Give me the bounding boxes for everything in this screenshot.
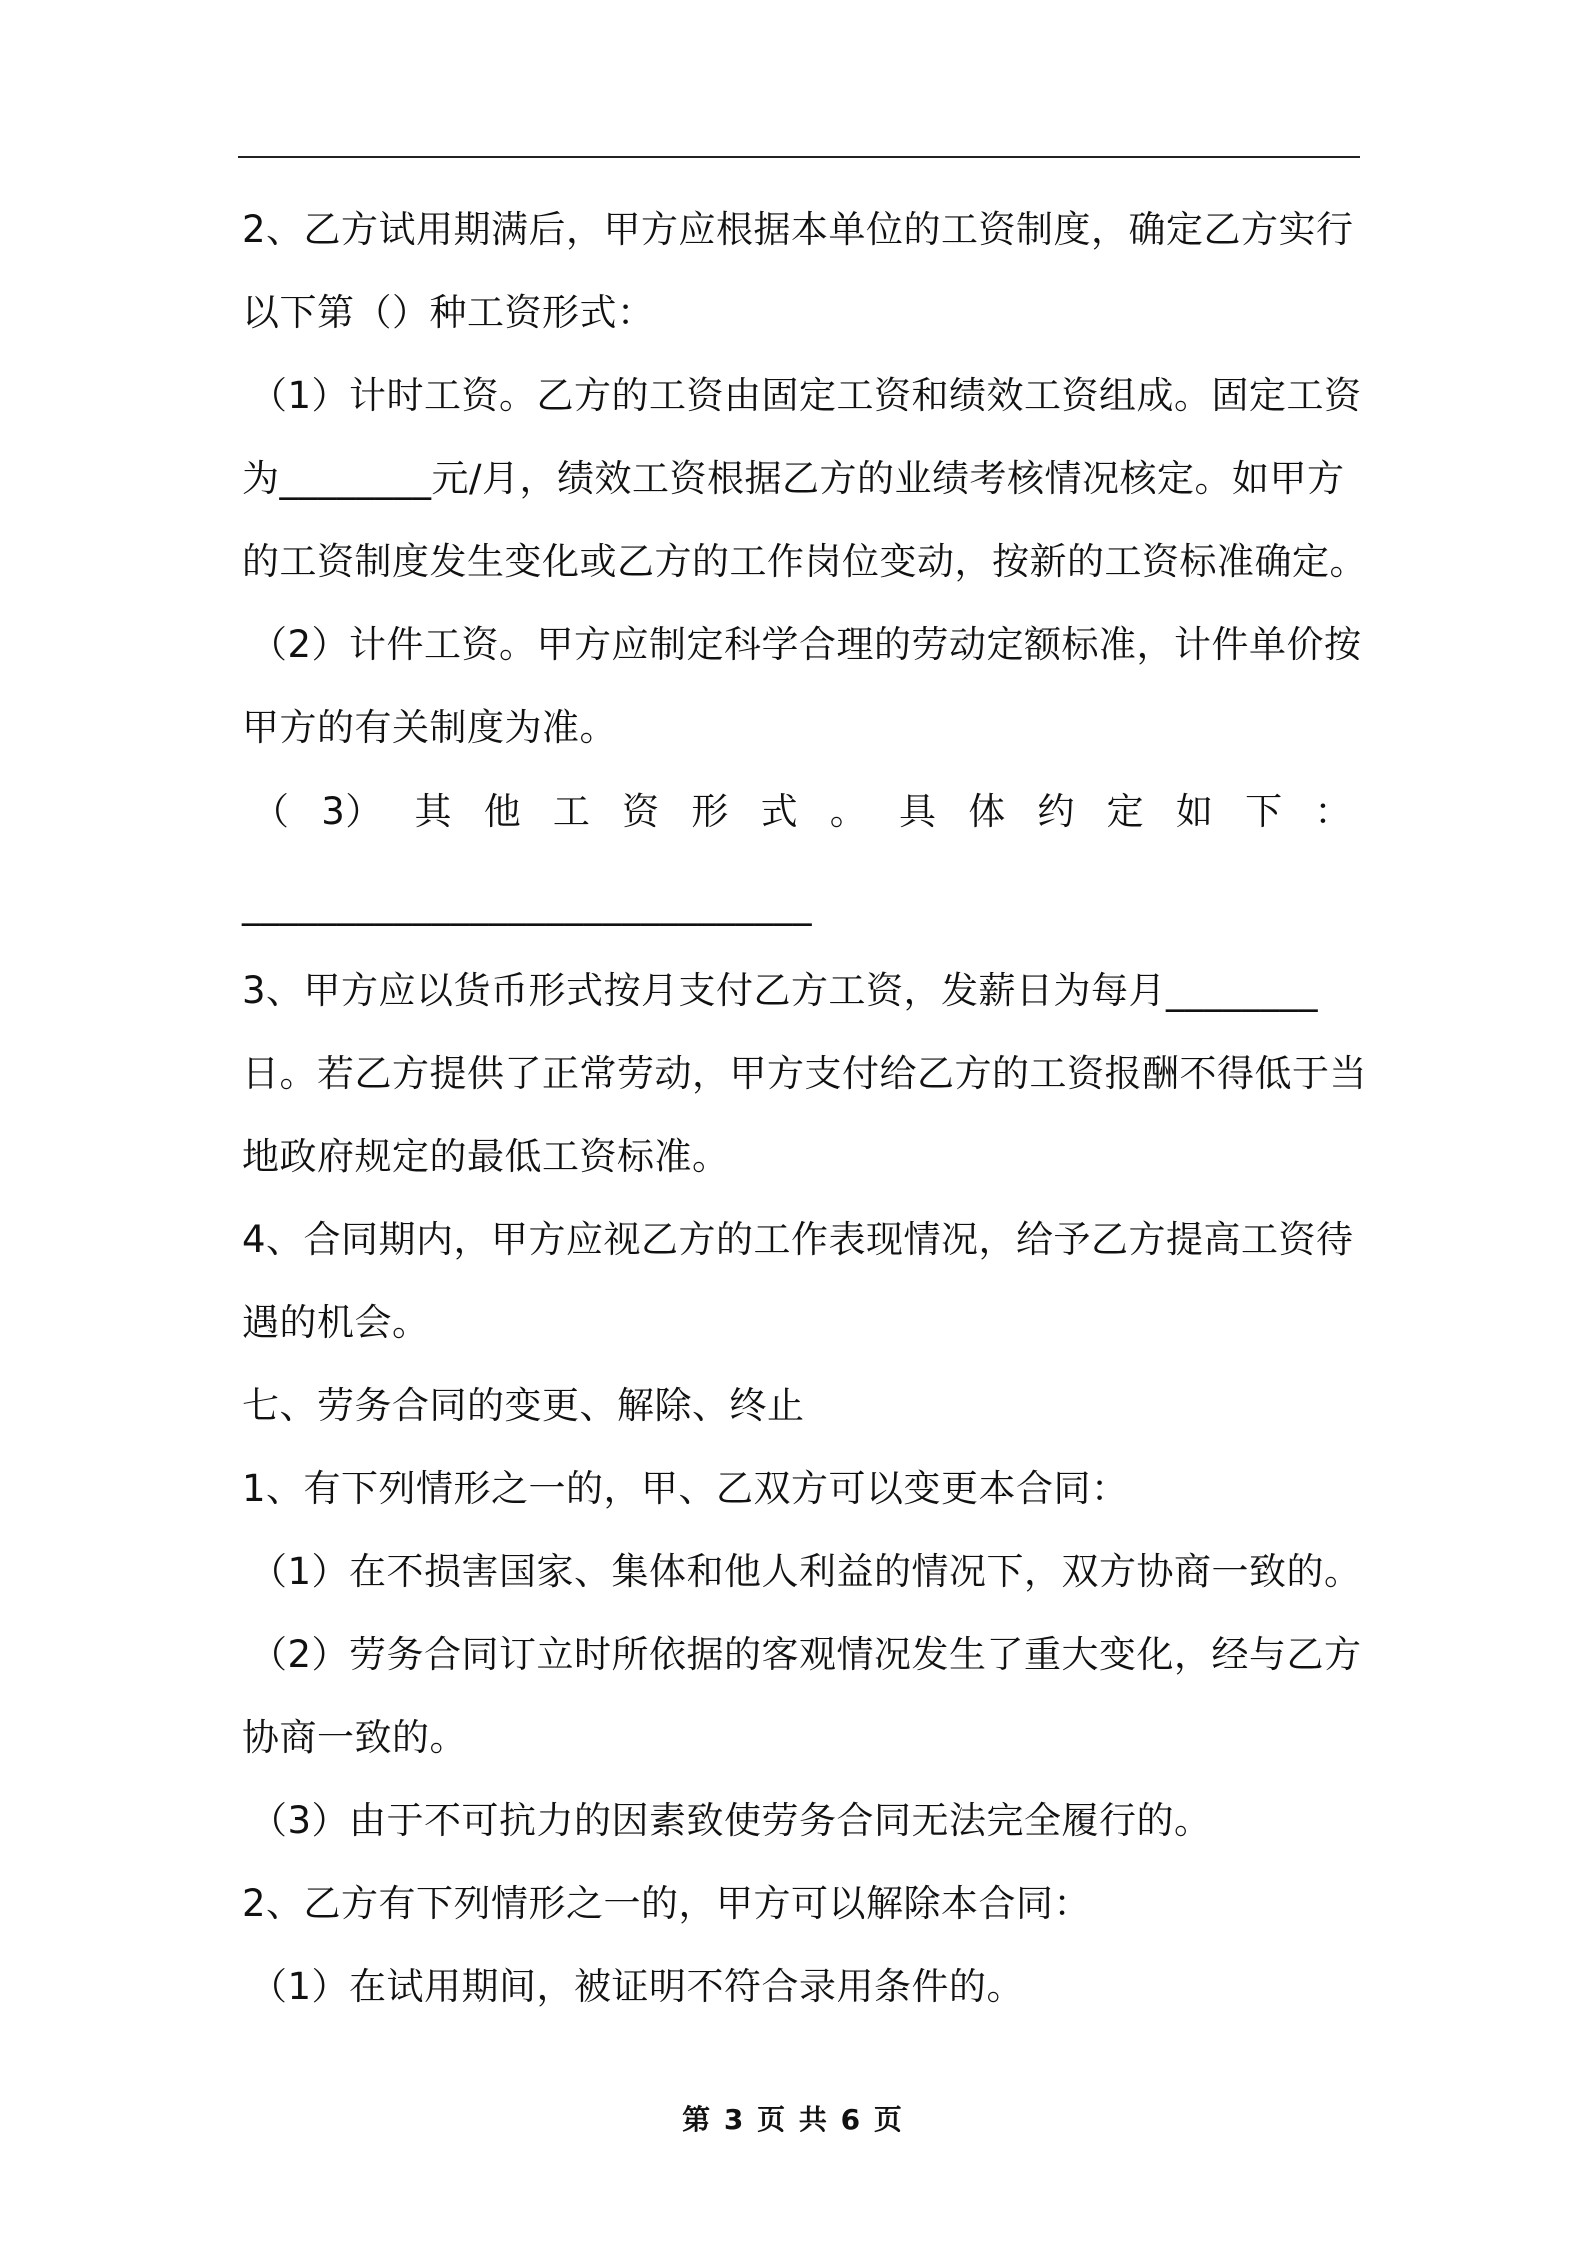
paragraph-line: （3）由于不可抗力的因素致使劳务合同无法完全履行的。 bbox=[250, 1799, 1212, 1842]
spread-char: ： bbox=[1314, 790, 1352, 833]
paragraph-line: （1）在不损害国家、集体和他人利益的情况下，双方协商一致的。 bbox=[250, 1550, 1362, 1593]
spread-char: 下 bbox=[1245, 790, 1283, 833]
paragraph-line: 2、乙方试用期满后，甲方应根据本单位的工资制度，确定乙方实行 bbox=[242, 208, 1354, 251]
spread-char: 具 bbox=[899, 790, 937, 833]
spread-char: 体 bbox=[968, 790, 1006, 833]
section-heading: 七、劳务合同的变更、解除、终止 bbox=[242, 1384, 805, 1427]
paragraph-line: 以下第（）种工资形式： bbox=[242, 291, 655, 334]
blank-fill-line: ______________________________ bbox=[242, 883, 812, 926]
paragraph-line: 甲方的有关制度为准。 bbox=[242, 706, 617, 749]
spread-char: （ bbox=[252, 790, 290, 833]
spread-char: 3） bbox=[321, 790, 383, 833]
paragraph-line: 日。若乙方提供了正常劳动，甲方支付给乙方的工资报酬不得低于当 bbox=[242, 1052, 1367, 1095]
paragraph-line: 遇的机会。 bbox=[242, 1301, 430, 1344]
paragraph-line: 地政府规定的最低工资标准。 bbox=[242, 1135, 730, 1178]
paragraph-line: 为________元/月，绩效工资根据乙方的业绩考核情况核定。如甲方 bbox=[242, 457, 1345, 500]
spread-char: 资 bbox=[622, 790, 660, 833]
page-number-footer: 第 3 页 共 6 页 bbox=[682, 2103, 904, 2136]
header-rule bbox=[238, 156, 1360, 158]
spread-char: 他 bbox=[483, 790, 522, 833]
paragraph-line: 2、乙方有下列情形之一的，甲方可以解除本合同： bbox=[242, 1882, 1092, 1925]
paragraph-line: （1）计时工资。乙方的工资由固定工资和绩效工资组成。固定工资 bbox=[250, 374, 1362, 417]
spread-char: 形 bbox=[691, 790, 729, 833]
paragraph-line: （1）在试用期间，被证明不符合录用条件的。 bbox=[250, 1965, 1025, 2008]
spread-char: 式 bbox=[760, 790, 799, 833]
paragraph-line: （2）计件工资。甲方应制定科学合理的劳动定额标准，计件单价按 bbox=[250, 623, 1362, 666]
spread-char: 定 bbox=[1106, 790, 1145, 833]
spread-char: 其 bbox=[414, 790, 452, 833]
spread-char: 如 bbox=[1175, 790, 1214, 833]
paragraph-line: 的工资制度发生变化或乙方的工作岗位变动，按新的工资标准确定。 bbox=[242, 540, 1367, 583]
paragraph-line: 协商一致的。 bbox=[242, 1716, 467, 1759]
spread-char: 约 bbox=[1037, 790, 1075, 833]
paragraph-line: 1、有下列情形之一的，甲、乙双方可以变更本合同： bbox=[242, 1467, 1129, 1510]
spread-char: 工 bbox=[552, 790, 591, 833]
paragraph-line: （2）劳务合同订立时所依据的客观情况发生了重大变化，经与乙方 bbox=[250, 1633, 1362, 1676]
spread-paragraph-line bbox=[252, 787, 1352, 837]
spread-char: 。 bbox=[829, 790, 868, 833]
paragraph-line: 4、合同期内，甲方应视乙方的工作表现情况，给予乙方提高工资待 bbox=[242, 1218, 1354, 1261]
paragraph-line: 3、甲方应以货币形式按月支付乙方工资，发薪日为每月________ bbox=[242, 969, 1319, 1012]
